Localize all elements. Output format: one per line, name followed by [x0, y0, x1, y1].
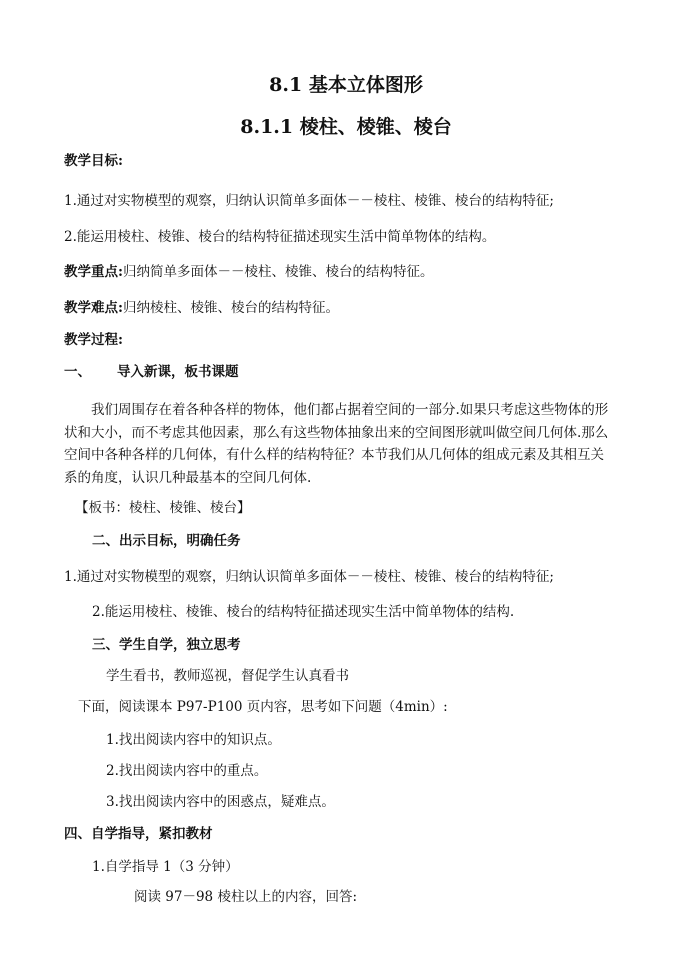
self-study-text: 学生看书，教师巡视，督促学生认真看书	[106, 668, 349, 684]
process-heading: 教学过程:	[64, 332, 123, 348]
section-1-number: 一、	[64, 364, 91, 380]
key-point-text: 归纳简单多面体－－棱柱、棱锥、棱台的结构特征。	[122, 264, 434, 280]
goal-2: 2.能运用棱柱、棱锥、棱台的结构特征描述现实生活中简单物体的结构.	[92, 604, 515, 620]
difficulty-label: 教学难点:	[64, 300, 123, 316]
intro-line: 我们周围存在着各种各样的物体，他们都占据着空间的一部分.如果只考虑这些物体的形	[91, 402, 609, 418]
section-2-heading: 二、出示目标，明确任务	[92, 533, 241, 549]
section-1-title: 导入新课，板书课题	[117, 364, 239, 380]
guide-1-task: 阅读 97－98 棱柱以上的内容，回答:	[134, 889, 357, 905]
question-1: 1.找出阅读内容中的知识点。	[106, 732, 281, 748]
section-1-heading	[64, 363, 239, 381]
intro-line: 状和大小，而不考虑其他因素，那么有这些物体抽象出来的空间图形就叫做空间几何体.那么	[64, 424, 609, 441]
section-4-heading: 四、自学指导，紧扣教材	[64, 826, 213, 842]
intro-line: 空间中各种各样的几何体，有什么样的结构特征？本节我们从几何体的组成元素及其相互关	[64, 447, 604, 463]
intro-line: 系的角度，认识几种最基本的空间几何体.	[64, 469, 312, 486]
objective-2: 2.能运用棱柱、棱锥、棱台的结构特征描述现实生活中简单物体的结构。	[64, 229, 496, 245]
section-3-heading: 三、学生自学，独立思考	[92, 637, 241, 653]
objective-1: 1.通过对实物模型的观察，归纳认识简单多面体－－棱柱、棱锥、棱台的结构特征;	[64, 193, 554, 209]
question-2: 2.找出阅读内容中的重点。	[106, 763, 268, 779]
section-title: 8.1 基本立体图形	[269, 74, 423, 96]
goal-1: 1.通过对实物模型的观察，归纳认识简单多面体－－棱柱、棱锥、棱台的结构特征;	[64, 569, 554, 585]
difficulty-point	[64, 299, 339, 317]
question-3: 3.找出阅读内容中的困惑点，疑难点。	[106, 794, 335, 810]
key-point	[64, 263, 433, 281]
reading-task: 下面，阅读课本 P97-P100 页内容，思考如下问题（4min）:	[78, 699, 448, 715]
subsection-title: 8.1.1 棱柱、棱锥、棱台	[240, 116, 452, 138]
board-note: 【板书：棱柱、棱锥、棱台】	[75, 500, 251, 516]
intro-paragraph	[64, 399, 640, 489]
key-point-label: 教学重点:	[64, 264, 123, 280]
objectives-heading: 教学目标:	[64, 153, 123, 169]
guide-1: 1.自学指导 1（3 分钟）	[92, 859, 239, 875]
difficulty-text: 归纳棱柱、棱锥、棱台的结构特征。	[122, 300, 339, 316]
